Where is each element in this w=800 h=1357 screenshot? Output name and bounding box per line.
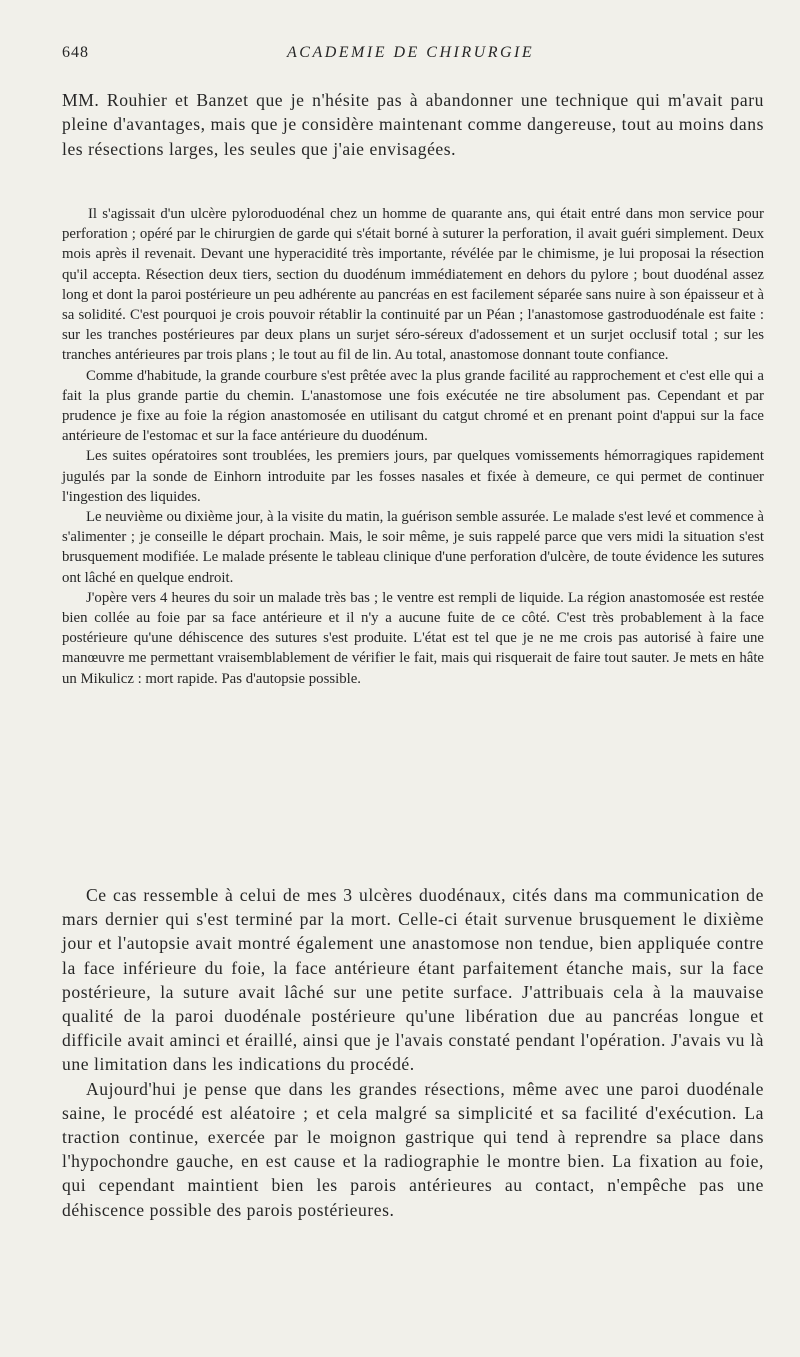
- intro-paragraph: MM. Rouhier et Banzet que je n'hésite pas à abandonner une technique qui m'avait paru pleine d'avantages, mais que je considère maintenant comme dangereuse, tout au moins dans les résections larges, les seules que j'aie envisagées.: [62, 90, 764, 159]
- case-paragraph: Il s'agissait d'un ulcère pyloroduodénal chez un homme de quarante ans, qui était entré dans mon service pour perforation ; opéré par le chirurgien de garde qui s'était borné à suturer la perforation, il avait guéri simplement. Deux mois après il revenait. Devant une hyperacidité très importante, révélée par le chimisme, je lui proposai la résection qu'il accepta. Résection deux tiers, section du duodénum immédiatement en dehors du pylore ; bout duodénal assez long et dont la paroi postérieure un peu adhérente au pancréas en est facilement séparée sans nuire à son épaisseur et à sa solidité. C'est pourquoi je crois pouvoir rétablir la continuité par un Péan ; l'anastomose gastroduodénale est faite : sur les tranches postérieures par deux plans un surjet séro-séreux d'adossement et un surjet occlusif total ; sur les tranches antérieures par trois plans ; le tout au fil de lin. Au total, anastomose donnant toute confiance.: [62, 206, 764, 364]
- page-number: 648: [62, 44, 89, 61]
- case-paragraph: Le neuvième ou dixième jour, à la visite du matin, la guérison semble assurée. Le malade s'est levé et commence à s'alimenter ; je conseille le départ prochain. Mais, le soir même, je suis rappelé parce que vers midi la situation s'est brusquement modifiée. Le malade présente le tableau clinique d'une perforation d'ulcère, de toute évidence les sutures ont lâché en quelque endroit.: [62, 509, 764, 586]
- case-paragraph: J'opère vers 4 heures du soir un malade très bas ; le ventre est rempli de liquide. La région anastomosée est restée bien collée au foie par sa face antérieure et il n'y a aucune fuite de ce côté. C'est très probablement à la face postérieure qu'une déhiscence des sutures s'est produite. L'état est tel que je ne me crois pas autorisé à faire une manœuvre me permettant vraisemblablement de vérifier le fait, mais qui risquerait de faire tout sauter. Je mets en hâte un Mikulicz : mort rapide. Pas d'autopsie possible.: [62, 589, 764, 687]
- case-paragraph: Comme d'habitude, la grande courbure s'est prêtée avec la plus grande facilité au rapprochement et c'est elle qui a fait la plus grande partie du chemin. L'anastomose une fois exécutée ne tire absolument pas. Cependant et par prudence je fixe au foie la région anastomosée en utilisant du catgut chromé et en prenant point d'appui sur la face antérieure de l'estomac et sur la face antérieure du duodénum.: [62, 367, 764, 445]
- running-header: [62, 44, 764, 68]
- journal-title: ACADEMIE DE CHIRURGIE: [287, 44, 535, 61]
- case-report: [62, 204, 764, 689]
- case-paragraph: Les suites opératoires sont troublées, les premiers jours, par quelques vomissements hémorragiques rapidement jugulés par la sonde de Einhorn introduite par les fosses nasales et fixée à demeure, ce qui permet de continuer l'ingestion des liquides.: [62, 448, 764, 505]
- discussion: [62, 883, 764, 1222]
- discussion-paragraph: Ce cas ressemble à celui de mes 3 ulcères duodénaux, cités dans ma communication de mars dernier qui s'est terminé par la mort. Celle-ci était survenue brusquement le dixième jour et l'autopsie avait montré également une anastomose non tendue, bien appliquée contre la face inférieure du foie, la face antérieure étant parfaitement étanche mais, sur la face postérieure, la suture avait lâché sur une petite surface. J'attribuais cela à la mauvaise qualité de la paroi duodénale postérieure qu'une libération due au pancréas longue et difficile avait aminci et éraillé, ainsi que je l'avais constaté pendant l'opération. J'avais vu là une limitation dans les indications du procédé.: [62, 885, 764, 1075]
- discussion-paragraph: Aujourd'hui je pense que dans les grandes résections, même avec une paroi duodénale saine, le procédé est aléatoire ; et cela malgré sa simplicité et sa facilité d'exécution. La traction continue, exercée par le moignon gastrique qui tend à reprendre sa place dans l'hypochondre gauche, en est cause et la radiographie le montre bien. La fixation au foie, qui cependant maintient bien les parois antérieures au contact, n'empêche pas une déhiscence possible des parois postérieures.: [62, 1078, 764, 1220]
